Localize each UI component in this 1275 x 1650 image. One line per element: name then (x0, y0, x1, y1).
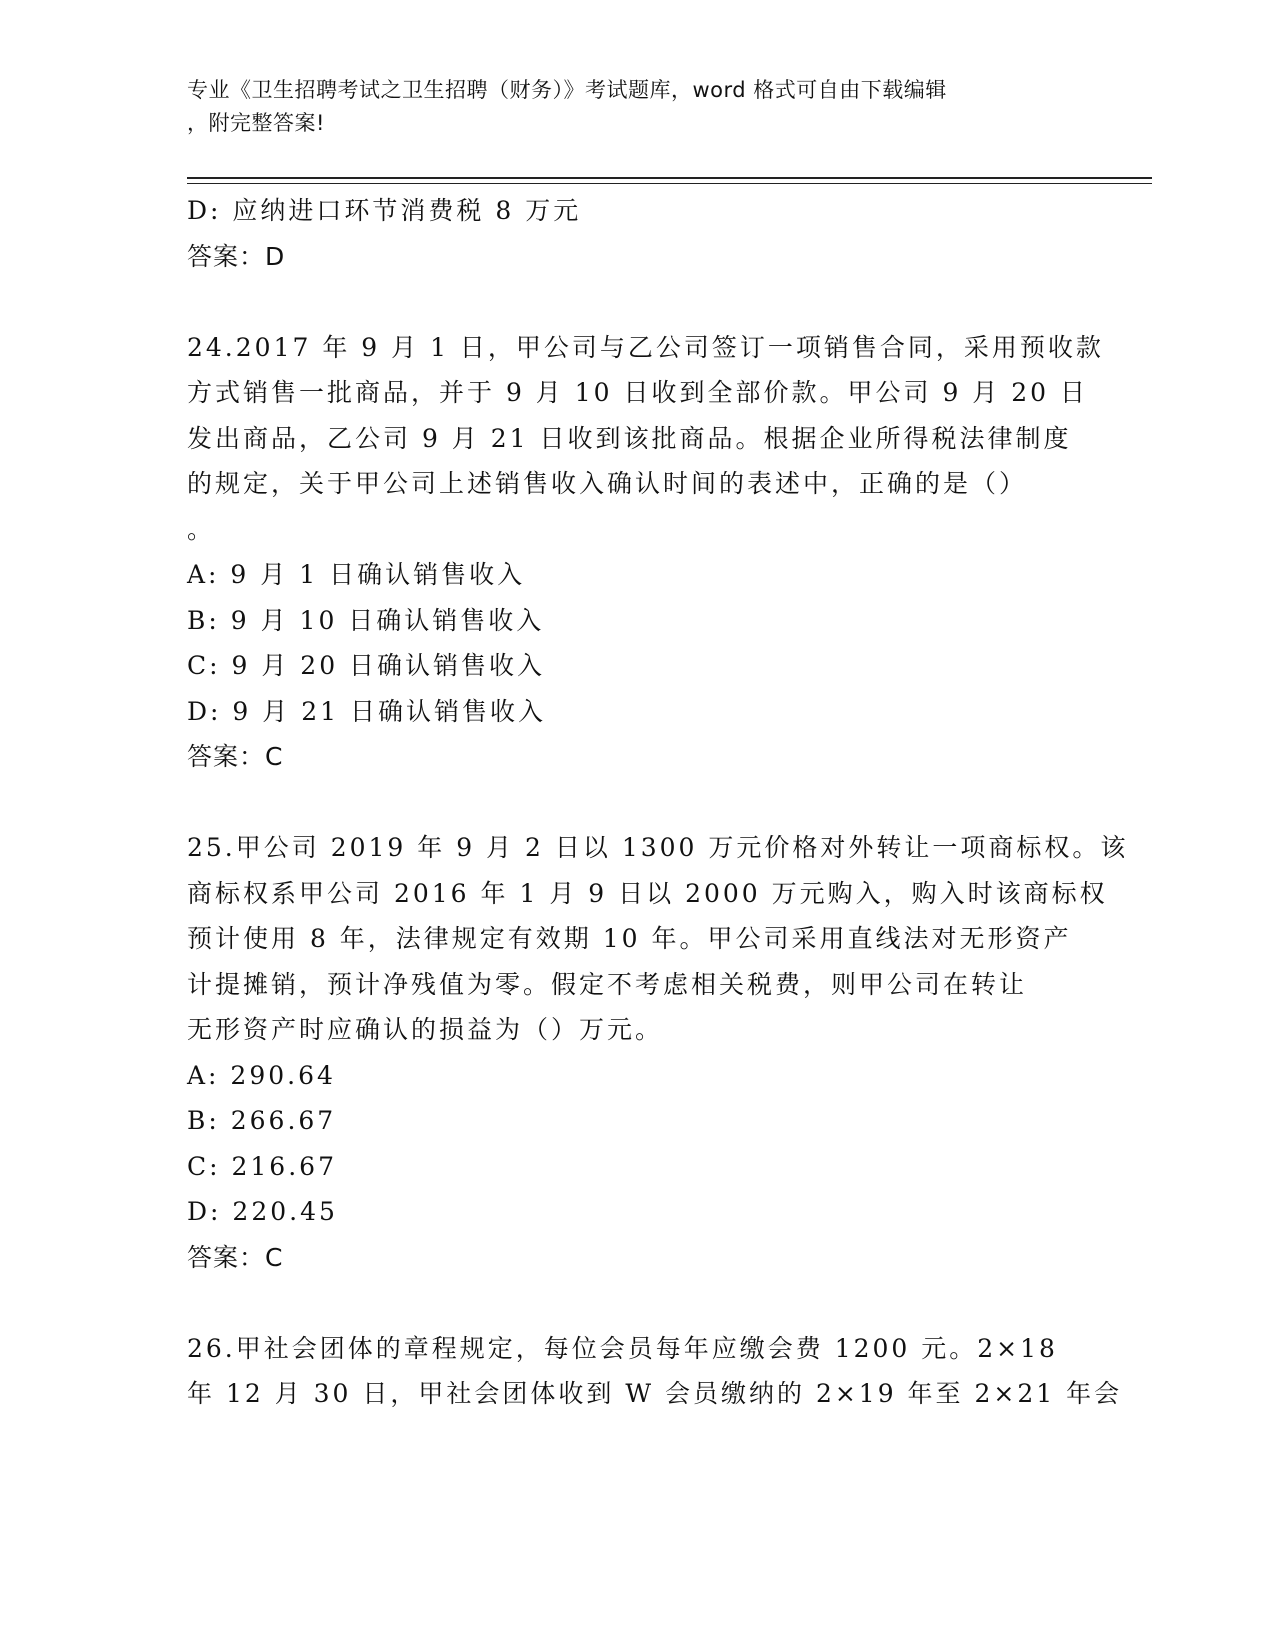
spacer (187, 1280, 1087, 1326)
question-25-text-line-5: 无形资产时应确认的损益为（）万元。 (187, 1015, 664, 1044)
question-24-text-line-4: 的规定，关于甲公司上述销售收入确认时间的表述中，正确的是（） (187, 469, 1028, 498)
question-25-text-line-4: 计提摊销，预计净残值为零。假定不考虑相关税费，则甲公司在转让 (187, 969, 1028, 999)
question-26-text-line-1: 26.甲社会团体的章程规定，每位会员每年应缴会费 1200 元。2×18 (187, 1333, 1058, 1363)
question-24-option-c: C: 9 月 20 日确认销售收入 (187, 651, 546, 680)
question-25-option-c: C: 216.67 (187, 1151, 337, 1181)
header-line-2: ，附完整答案! (187, 111, 325, 135)
spacer (187, 279, 1087, 325)
question-25-option-d: D: 220.45 (187, 1197, 338, 1226)
question-24-text-line-1: 24.2017 年 9 月 1 日，甲公司与乙公司签订一项销售合同，采用预收款 (187, 332, 1104, 362)
question-25-text-line-1: 25.甲公司 2019 年 9 月 2 日以 1300 万元价格对外转让一项商标权。该 (187, 833, 1129, 862)
prev-question-option-d: D: 应纳进口环节消费税 8 万元 (187, 196, 582, 225)
header-line-1: 专业《卫生招聘考试之卫生招聘（财务）》考试题库，word 格式可自由下载编辑 (187, 78, 947, 102)
question-25 (187, 825, 1129, 1280)
question-25-option-a: A: 290.64 (187, 1060, 336, 1090)
page-header (187, 74, 1087, 140)
question-25-text-line-3: 预计使用 8 年，法律规定有效期 10 年。甲公司采用直线法对无形资产 (187, 924, 1072, 953)
question-25-option-b: B: 266.67 (187, 1106, 337, 1135)
header-rule-thin (187, 183, 1152, 184)
question-25-text-line-2: 商标权系甲公司 2016 年 1 月 9 日以 2000 万元购入，购入时该商标权 (187, 878, 1108, 908)
question-26-text-line-2: 年 12 月 30 日，甲社会团体收到 W 会员缴纳的 2×19 年至 2×21 年会 (187, 1379, 1123, 1408)
question-24-option-b: B: 9 月 10 日确认销售收入 (187, 605, 545, 635)
question-24 (187, 325, 1104, 780)
question-24-text-line-3: 发出商品，乙公司 9 月 21 日收到该批商品。根据企业所得税法律制度 (187, 423, 1072, 453)
question-24-text-line-2: 方式销售一批商品，并于 9 月 10 日收到全部价款。甲公司 9 月 20 日 (187, 378, 1089, 407)
question-24-text-line-5: 。 (187, 514, 216, 544)
prev-question-answer: 答案：D (187, 241, 286, 271)
spacer (187, 780, 1087, 826)
header-rule-thick (187, 177, 1152, 179)
question-26 (187, 1326, 1123, 1417)
question-24-answer: 答案：C (187, 742, 284, 771)
question-24-option-a: A: 9 月 1 日确认销售收入 (187, 560, 526, 589)
question-24-option-d: D: 9 月 21 日确认销售收入 (187, 696, 546, 726)
document-content (187, 188, 1129, 1417)
question-25-answer: 答案：C (187, 1242, 284, 1272)
